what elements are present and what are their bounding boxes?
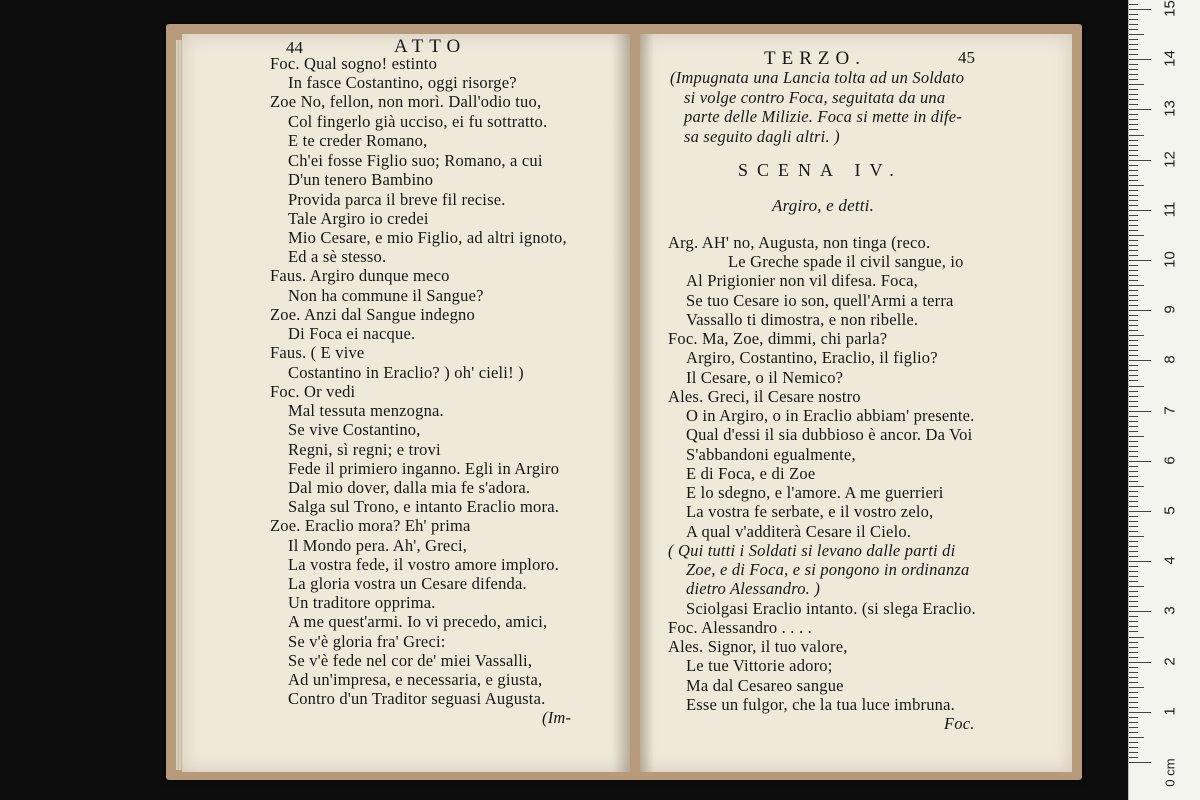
ruler-tick	[1129, 667, 1138, 668]
ruler-tick	[1129, 652, 1138, 653]
ruler-tick	[1129, 29, 1138, 30]
ruler-tick	[1129, 355, 1138, 356]
ruler-tick	[1129, 601, 1138, 602]
ruler-tick	[1129, 556, 1138, 557]
ruler-tick	[1129, 44, 1138, 45]
ruler-label: 9	[1161, 305, 1179, 314]
text-line: Provida parca il breve fil recise.	[288, 190, 506, 209]
ruler-tick	[1129, 140, 1138, 141]
ruler-tick	[1129, 591, 1138, 592]
ruler-tick	[1129, 380, 1138, 381]
ruler-tick	[1129, 135, 1144, 136]
ruler-tick	[1129, 365, 1138, 366]
ruler-tick	[1129, 170, 1138, 171]
ruler-tick	[1129, 230, 1138, 231]
page-number-left: 44	[286, 38, 303, 57]
ruler-tick	[1129, 657, 1138, 658]
ruler-tick	[1129, 255, 1138, 256]
text-line: E di Foca, e di Zoe	[686, 464, 816, 483]
text-line: Esse un fulgor, che la tua luce imbruna.	[686, 695, 955, 714]
ruler-tick	[1129, 642, 1138, 643]
ruler-tick	[1129, 250, 1138, 251]
ruler-tick	[1129, 155, 1138, 156]
ruler-tick	[1129, 486, 1144, 487]
ruler-tick	[1129, 682, 1138, 683]
text-line: Non ha commune il Sangue?	[288, 286, 484, 305]
ruler-tick	[1129, 501, 1138, 502]
text-line: In fasce Costantino, oggi risorge?	[288, 73, 517, 92]
ruler-tick	[1129, 14, 1138, 15]
text-line: Un traditore opprima.	[288, 593, 436, 612]
text-line: Al Prigionier non vil difesa. Foca,	[686, 271, 919, 290]
ruler-tick	[1129, 330, 1138, 331]
text-line: Faus. ( E vive	[270, 343, 365, 362]
ruler-tick	[1129, 350, 1138, 351]
text-line: Fede il primiero inganno. Egli in Argiro	[288, 459, 560, 478]
text-line: E lo sdegno, e l'amore. A me guerrieri	[686, 483, 944, 502]
ruler-tick	[1129, 215, 1138, 216]
ruler-tick	[1129, 697, 1138, 698]
ruler-tick	[1129, 586, 1144, 587]
ruler-label: 8	[1161, 355, 1179, 365]
ruler-label: 7	[1161, 405, 1179, 415]
ruler-tick	[1129, 59, 1151, 60]
ruler-tick	[1129, 421, 1138, 422]
ruler-tick	[1129, 295, 1138, 296]
text-line: Di Foca ei nacque.	[288, 324, 416, 343]
text-line: Foc. Alessandro . . . .	[668, 618, 812, 637]
ruler-label: 5	[1161, 506, 1179, 515]
ruler-tick	[1129, 446, 1138, 447]
ruler-tick	[1129, 677, 1138, 678]
ruler-tick	[1129, 150, 1138, 151]
text-line: Zoe. Anzi dal Sangue indegno	[270, 305, 475, 324]
right-page	[640, 34, 1072, 772]
ruler-tick	[1129, 411, 1151, 412]
ruler-tick	[1129, 310, 1151, 311]
ruler-tick	[1129, 69, 1138, 70]
ruler-tick	[1129, 300, 1138, 301]
text-line: Contro d'un Traditor seguasi Augusta.	[288, 689, 546, 708]
ruler-tick	[1129, 596, 1138, 597]
ruler-tick	[1129, 541, 1138, 542]
ruler-label: 11	[1161, 201, 1179, 218]
ruler-tick	[1129, 526, 1138, 527]
text-line: A me quest'armi. Io vi precedo, amici,	[288, 612, 548, 631]
ruler-tick	[1129, 175, 1138, 176]
stage-direction-line: Zoe, e di Foca, e si pongono in ordinanza	[686, 560, 970, 579]
ruler-tick	[1129, 89, 1138, 90]
stage-direction-line: sa seguito dagli altri. )	[684, 127, 840, 146]
ruler-tick	[1129, 441, 1138, 442]
text-line: Arg. AH' no, Augusta, non tinga (reco.	[668, 233, 931, 252]
ruler-tick	[1129, 611, 1151, 612]
ruler-tick	[1129, 119, 1138, 120]
ruler-tick	[1129, 375, 1138, 376]
ruler-tick	[1129, 566, 1138, 567]
page-number-right: 45	[958, 48, 975, 67]
ruler-label: 2	[1161, 656, 1179, 666]
ruler-tick	[1129, 662, 1151, 663]
catchword: Foc.	[944, 714, 975, 733]
scene-title: SCENA IV.	[738, 160, 903, 180]
ruler-tick	[1129, 521, 1138, 522]
ruler-label: 12	[1161, 150, 1179, 168]
text-line: D'un tenero Bambino	[288, 170, 434, 189]
ruler-tick	[1129, 616, 1138, 617]
ruler-tick	[1129, 240, 1138, 241]
text-line: Ed a sè stesso.	[288, 247, 387, 266]
ruler-tick	[1129, 79, 1138, 80]
ruler-tick	[1129, 9, 1151, 10]
text-line: Il Mondo pera. Ah', Greci,	[288, 536, 468, 555]
ruler-tick	[1129, 571, 1138, 572]
ruler-tick	[1129, 160, 1151, 161]
ruler-tick	[1129, 275, 1138, 276]
ruler-tick	[1129, 265, 1138, 266]
ruler-tick	[1129, 335, 1144, 336]
ruler-tick	[1129, 471, 1138, 472]
ruler-tick	[1129, 707, 1138, 708]
text-line: A qual v'additerà Cesare il Cielo.	[686, 522, 912, 541]
ruler-tick	[1129, 185, 1144, 186]
text-line: Faus. Argiro dunque meco	[270, 266, 450, 285]
stage-direction-line: parte delle Milizie. Foca si mette in dife-	[684, 107, 963, 126]
ruler-tick	[1129, 456, 1138, 457]
ruler-label: 13	[1161, 100, 1179, 118]
ruler-tick	[1129, 225, 1138, 226]
ruler-tick	[1129, 692, 1138, 693]
ruler-tick	[1129, 561, 1151, 562]
scene-characters: Argiro, e detti.	[772, 196, 875, 215]
ruler-tick	[1129, 19, 1138, 20]
text-line: Mio Cesare, e mio Figlio, ad altri ignoto,	[288, 228, 567, 247]
ruler-tick	[1129, 742, 1138, 743]
ruler-tick	[1129, 752, 1138, 753]
ruler-tick	[1129, 436, 1144, 437]
ruler-label: 3	[1161, 606, 1179, 616]
ruler-tick	[1129, 747, 1138, 748]
text-line: Foc. Or vedi	[270, 382, 356, 401]
ruler-tick	[1129, 340, 1138, 341]
ruler-tick	[1129, 104, 1138, 105]
ruler-tick	[1129, 416, 1138, 417]
ruler-tick	[1129, 54, 1138, 55]
ruler-label: 15	[1161, 0, 1179, 17]
catchword: (Im-	[542, 708, 572, 727]
ruler-label: 14	[1161, 50, 1179, 68]
ruler-tick	[1129, 205, 1138, 206]
ruler-tick	[1129, 260, 1151, 261]
ruler-tick	[1129, 391, 1138, 392]
ruler-tick	[1129, 305, 1138, 306]
stage-direction-line: dietro Alessandro. )	[686, 579, 821, 598]
ruler-tick	[1129, 461, 1151, 462]
ruler-tick	[1129, 74, 1138, 75]
ruler-tick	[1129, 200, 1138, 201]
running-header-right: TERZO.	[764, 48, 866, 69]
ruler-tick	[1129, 702, 1138, 703]
ruler-tick	[1129, 631, 1138, 632]
text-line: E te creder Romano,	[288, 131, 428, 150]
text-line: Regni, sì regni; e trovi	[288, 440, 441, 459]
ruler-tick	[1129, 210, 1151, 211]
ruler-tick	[1129, 34, 1144, 35]
ruler-tick	[1129, 315, 1138, 316]
measurement-ruler	[1128, 0, 1200, 800]
text-line: La gloria vostra un Cesare difenda.	[288, 574, 527, 593]
ruler-tick	[1129, 180, 1138, 181]
ruler-tick	[1129, 737, 1144, 738]
text-line: Se v'è fede nel cor de' miei Vassalli,	[288, 651, 533, 670]
ruler-tick	[1129, 145, 1138, 146]
text-line: Zoe. Eraclio mora? Eh' prima	[270, 516, 471, 535]
ruler-tick	[1129, 49, 1138, 50]
text-line: Foc. Ma, Zoe, dimmi, chi parla?	[668, 329, 888, 348]
ruler-tick	[1129, 451, 1138, 452]
ruler-tick	[1129, 647, 1138, 648]
ruler-tick	[1129, 360, 1151, 361]
ruler-tick	[1129, 426, 1138, 427]
ruler-tick	[1129, 551, 1138, 552]
text-line: Zoe No, fellon, non morì. Dall'odio tuo,	[270, 92, 542, 111]
text-line: Il Cesare, o il Nemico?	[686, 368, 844, 387]
ruler-tick	[1129, 245, 1138, 246]
text-line: Ad un'impresa, e necessaria, e giusta,	[288, 670, 543, 689]
ruler-tick	[1129, 732, 1138, 733]
ruler-tick	[1129, 506, 1138, 507]
ruler-tick	[1129, 109, 1151, 110]
ruler-tick	[1129, 476, 1138, 477]
ruler-tick	[1129, 531, 1138, 532]
ruler-tick	[1129, 220, 1138, 221]
ruler-label: 6	[1161, 456, 1179, 465]
ruler-tick	[1129, 270, 1138, 271]
ruler-tick	[1129, 370, 1138, 371]
text-line: Ales. Greci, il Cesare nostro	[668, 387, 861, 406]
text-line: Le Greche spade il civil sangue, io	[728, 252, 964, 271]
stage-direction-line: (Impugnata una Lancia tolta ad un Soldato	[670, 68, 965, 87]
text-line: Vassallo ti dimostra, e non ribelle.	[686, 310, 919, 329]
ruler-tick	[1129, 195, 1138, 196]
ruler-tick	[1129, 94, 1138, 95]
ruler-tick	[1129, 546, 1138, 547]
ruler-tick	[1129, 496, 1138, 497]
text-line: Foc. Qual sogno! estinto	[270, 54, 438, 73]
ruler-tick	[1129, 516, 1138, 517]
text-line: Qual d'essi il sia dubbioso è ancor. Da Voi	[686, 425, 973, 444]
ruler-tick	[1129, 325, 1138, 326]
ruler-tick	[1129, 581, 1138, 582]
ruler-tick	[1129, 124, 1138, 125]
ruler-tick	[1129, 99, 1138, 100]
ruler-tick	[1129, 626, 1138, 627]
ruler-tick	[1129, 722, 1138, 723]
ruler-tick	[1129, 762, 1151, 763]
stage-direction-line: ( Qui tutti i Soldati si levano dalle parti di	[668, 541, 956, 560]
running-header-left: ATTO	[394, 36, 467, 57]
ruler-tick	[1129, 64, 1138, 65]
ruler-label: 1	[1161, 707, 1179, 716]
text-line: Salga sul Trono, e intanto Eraclio mora.	[288, 497, 560, 516]
stage-direction-line: si volge contro Foca, seguitata da una	[684, 88, 946, 107]
text-line: Costantino in Eraclio? ) oh' cieli! )	[288, 363, 524, 382]
text-line: S'abbandoni egualmente,	[686, 445, 856, 464]
text-line: Se vive Costantino,	[288, 420, 421, 439]
ruler-tick	[1129, 576, 1138, 577]
ruler-tick	[1129, 290, 1138, 291]
ruler-tick	[1129, 406, 1138, 407]
ruler-tick	[1129, 431, 1138, 432]
text-line: O in Argiro, o in Eraclio abbiam' presente.	[686, 406, 975, 425]
ruler-tick	[1129, 4, 1138, 5]
ruler-tick	[1129, 481, 1138, 482]
ruler-tick	[1129, 129, 1138, 130]
ruler-tick	[1129, 401, 1138, 402]
ruler-tick	[1129, 757, 1138, 758]
ruler-tick	[1129, 84, 1144, 85]
left-page	[182, 34, 630, 772]
text-line: Ales. Signor, il tuo valore,	[668, 637, 848, 656]
text-line: Se v'è gloria fra' Greci:	[288, 632, 446, 651]
text-line: La vostra fe serbate, e il vostro zelo,	[686, 502, 934, 521]
text-line: Argiro, Costantino, Eraclio, il figlio?	[686, 348, 938, 367]
ruler-tick	[1129, 637, 1144, 638]
text-line: Ch'ei fosse Figlio suo; Romano, a cui	[288, 151, 543, 170]
ruler-tick	[1129, 39, 1138, 40]
ruler-tick	[1129, 717, 1138, 718]
text-line: Dal mio dover, dalla mia fe s'adora.	[288, 478, 531, 497]
text-line: Col fingerlo già ucciso, ei fu sottratto.	[288, 112, 548, 131]
ruler-unit-label: 0 cm	[1162, 758, 1178, 787]
ruler-tick	[1129, 466, 1138, 467]
text-line: Le tue Vittorie adoro;	[686, 656, 833, 675]
ruler-tick	[1129, 386, 1144, 387]
ruler-tick	[1129, 606, 1138, 607]
ruler-tick	[1129, 114, 1138, 115]
ruler-tick	[1129, 165, 1138, 166]
ruler-tick	[1129, 24, 1138, 25]
ruler-tick	[1129, 511, 1151, 512]
ruler-tick	[1129, 285, 1144, 286]
text-line: Se tuo Cesare io son, quell'Armi a terra	[686, 291, 954, 310]
ruler-tick	[1129, 536, 1144, 537]
ruler-tick	[1129, 727, 1138, 728]
ruler-tick	[1129, 320, 1138, 321]
ruler-tick	[1129, 672, 1138, 673]
text-line: Mal tessuta menzogna.	[288, 401, 444, 420]
ruler-tick	[1129, 235, 1144, 236]
text-line: Tale Argiro io credei	[288, 209, 429, 228]
ruler-tick	[1129, 712, 1151, 713]
ruler-tick	[1129, 396, 1138, 397]
ruler-tick	[1129, 687, 1144, 688]
ruler-label: 10	[1161, 251, 1179, 268]
text-line: La vostra fede, il vostro amore imploro.	[288, 555, 560, 574]
ruler-tick	[1129, 621, 1138, 622]
ruler-tick	[1129, 190, 1138, 191]
text-line: Sciolgasi Eraclio intanto. (si slega Eraclio.	[686, 599, 976, 618]
ruler-tick	[1129, 491, 1138, 492]
text-line: Ma dal Cesareo sangue	[686, 676, 844, 695]
ruler-label: 4	[1161, 556, 1179, 565]
ruler-tick	[1129, 345, 1138, 346]
ruler-tick	[1129, 280, 1138, 281]
